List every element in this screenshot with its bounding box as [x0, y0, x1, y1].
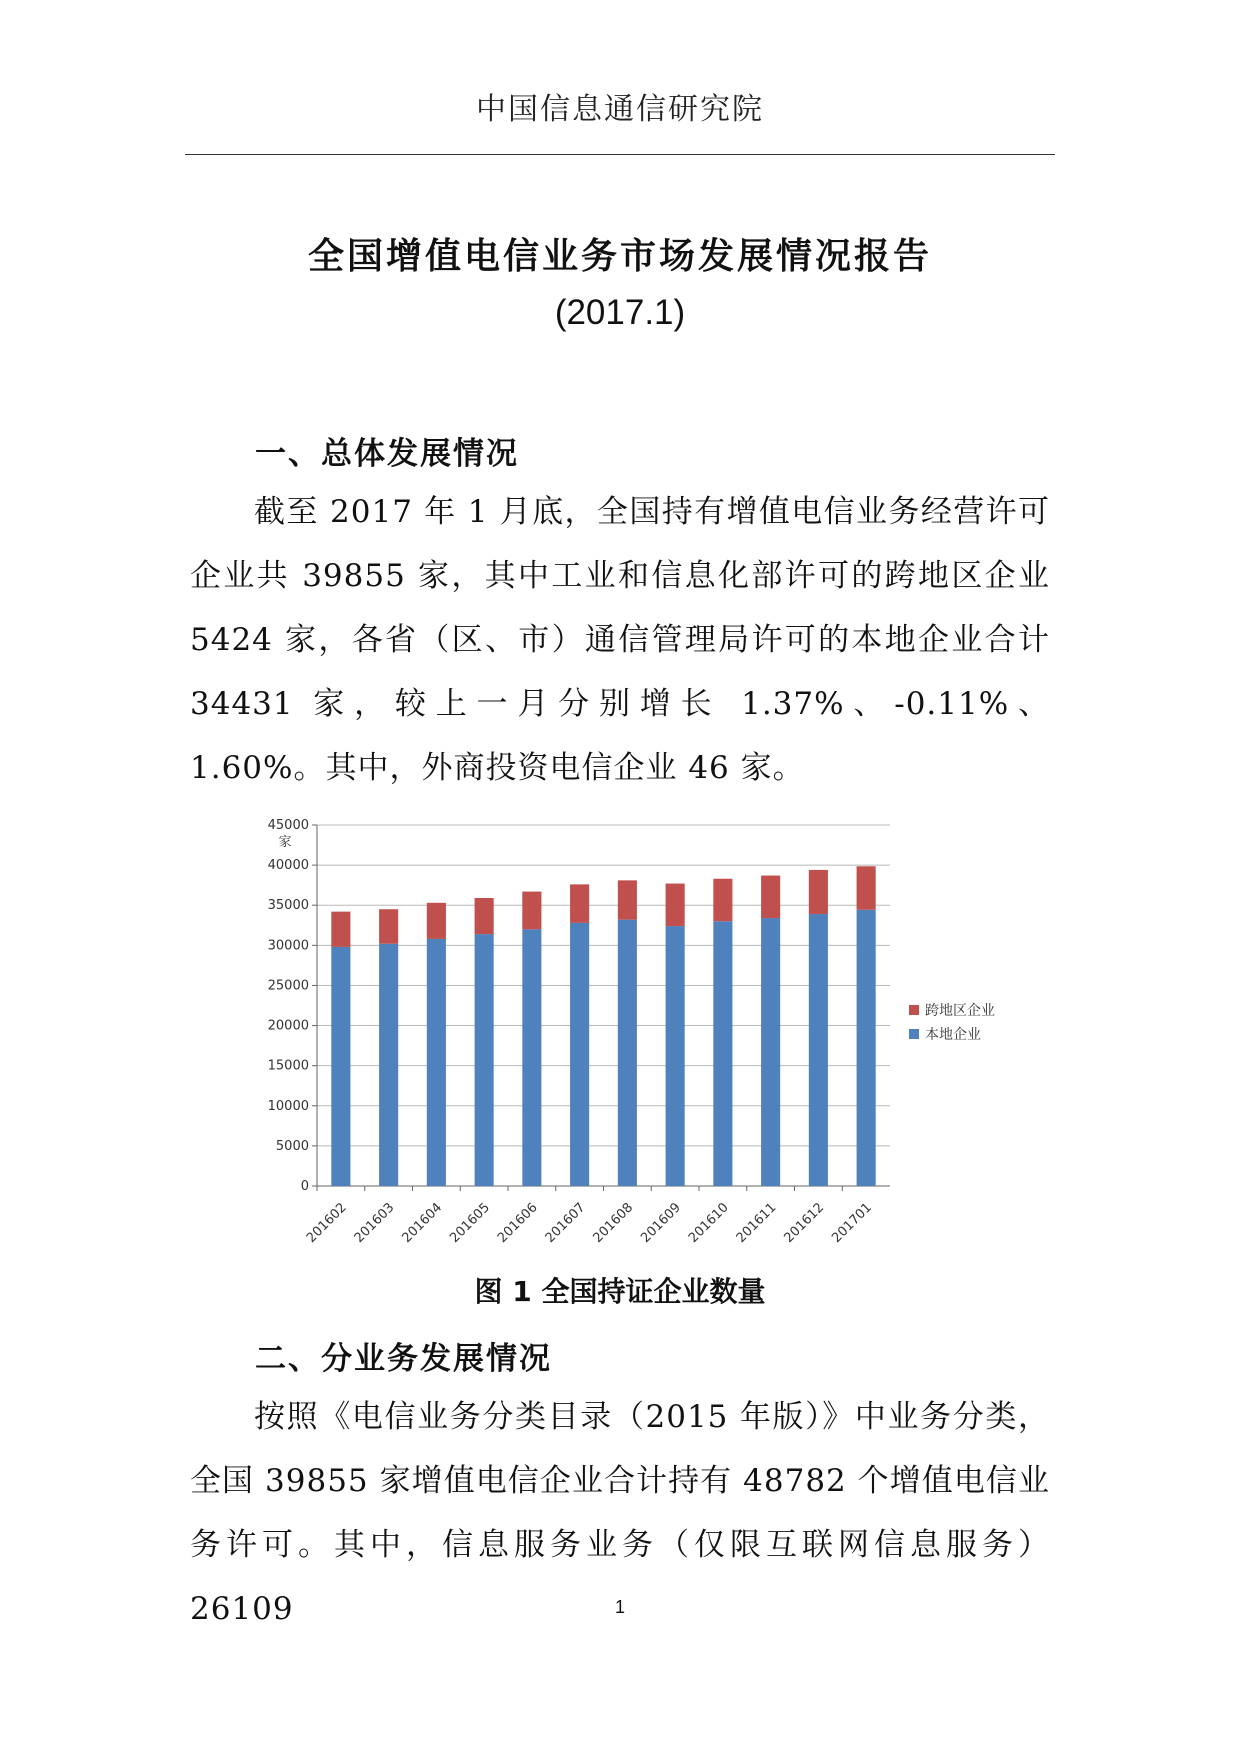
bar-local-201609: [666, 926, 685, 1186]
bar-cross-region-201701: [857, 866, 876, 910]
x-tick-label: 201701: [829, 1200, 875, 1246]
page-number: 1: [614, 1597, 625, 1617]
header-rule: [185, 154, 1055, 155]
y-tick-label: 15000: [267, 1058, 309, 1074]
y-axis-unit-label: 家: [278, 835, 292, 850]
x-tick-label: 201607: [542, 1200, 589, 1246]
bar-cross-region-201602: [331, 912, 350, 947]
section2-paragraph: 按照《电信业务分类目录（2015 年版）》中业务分类，全国 39855 家增值电信企业合计持有 48782 个增值电信业务许可。其中，信息服务业务（仅限互联网信息服务）26109: [190, 1399, 1050, 1627]
y-tick-label: 30000: [267, 938, 309, 954]
bar-local-201701: [857, 910, 876, 1186]
bar-local-201603: [379, 944, 398, 1186]
legend-swatch: [909, 1005, 919, 1015]
bar-local-201604: [427, 939, 446, 1186]
x-tick-label: 201611: [733, 1200, 780, 1246]
legend-label: 跨地区企业: [925, 1003, 995, 1019]
bar-cross-region-201611: [761, 876, 780, 919]
y-tick-label: 5000: [275, 1138, 309, 1154]
bar-local-201606: [522, 929, 541, 1186]
bar-local-201608: [618, 920, 637, 1186]
bar-local-201602: [331, 947, 350, 1186]
section2-heading: 二、分业务发展情况: [255, 1341, 552, 1377]
bar-cross-region-201607: [570, 884, 589, 923]
y-tick-label: 35000: [267, 898, 309, 914]
y-tick-label: 10000: [267, 1098, 309, 1114]
x-tick-label: 201603: [351, 1200, 398, 1246]
header-institute: 中国信息通信研究院: [476, 92, 764, 127]
figure1-caption: 图 1 全国持证企业数量: [474, 1275, 766, 1308]
bar-cross-region-201605: [475, 898, 494, 934]
x-tick-label: 201610: [685, 1200, 732, 1246]
bar-local-201607: [570, 923, 589, 1186]
section1-heading: 一、总体发展情况: [255, 436, 519, 472]
x-tick-label: 201608: [590, 1200, 637, 1246]
y-tick-label: 0: [300, 1179, 309, 1194]
legend-label: 本地企业: [925, 1027, 981, 1043]
report-title: 全国增值电信业务市场发展情况报告: [307, 236, 932, 277]
bar-cross-region-201604: [427, 903, 446, 939]
bar-cross-region-201612: [809, 870, 828, 914]
x-tick-label: 201602: [303, 1200, 350, 1246]
y-tick-label: 25000: [267, 978, 309, 994]
bar-cross-region-201609: [666, 884, 685, 927]
x-tick-label: 201609: [638, 1200, 684, 1246]
bar-cross-region-201606: [522, 892, 541, 930]
y-tick-label: 40000: [267, 858, 309, 874]
y-tick-label: 45000: [267, 818, 309, 833]
bar-cross-region-201603: [379, 909, 398, 943]
bar-local-201610: [713, 921, 732, 1186]
bar-local-201612: [809, 914, 828, 1186]
x-tick-label: 201612: [781, 1200, 828, 1246]
report-subtitle: (2017.1): [554, 293, 686, 332]
x-tick-label: 201606: [494, 1200, 541, 1246]
bar-cross-region-201610: [713, 879, 732, 922]
bar-local-201605: [475, 934, 494, 1186]
y-tick-label: 20000: [267, 1018, 309, 1034]
x-tick-label: 201605: [447, 1200, 493, 1246]
x-tick-label: 201604: [399, 1200, 446, 1246]
enterprise-count-chart: [255, 808, 1015, 1268]
section1-paragraph: 截至 2017 年 1 月底，全国持有增值电信业务经营许可企业共 39855 家，其中工业和信息化部许可的跨地区企业 5424 家，各省（区、市）通信管理局许可的本地企业合计 34431 家，较上一月分别增长 1.37%、-0.11%、1.60%。其中，外商投资电信企业 46 家。: [190, 494, 1050, 786]
bar-local-201611: [761, 918, 780, 1186]
legend-swatch: [909, 1029, 919, 1039]
bar-cross-region-201608: [618, 880, 637, 919]
